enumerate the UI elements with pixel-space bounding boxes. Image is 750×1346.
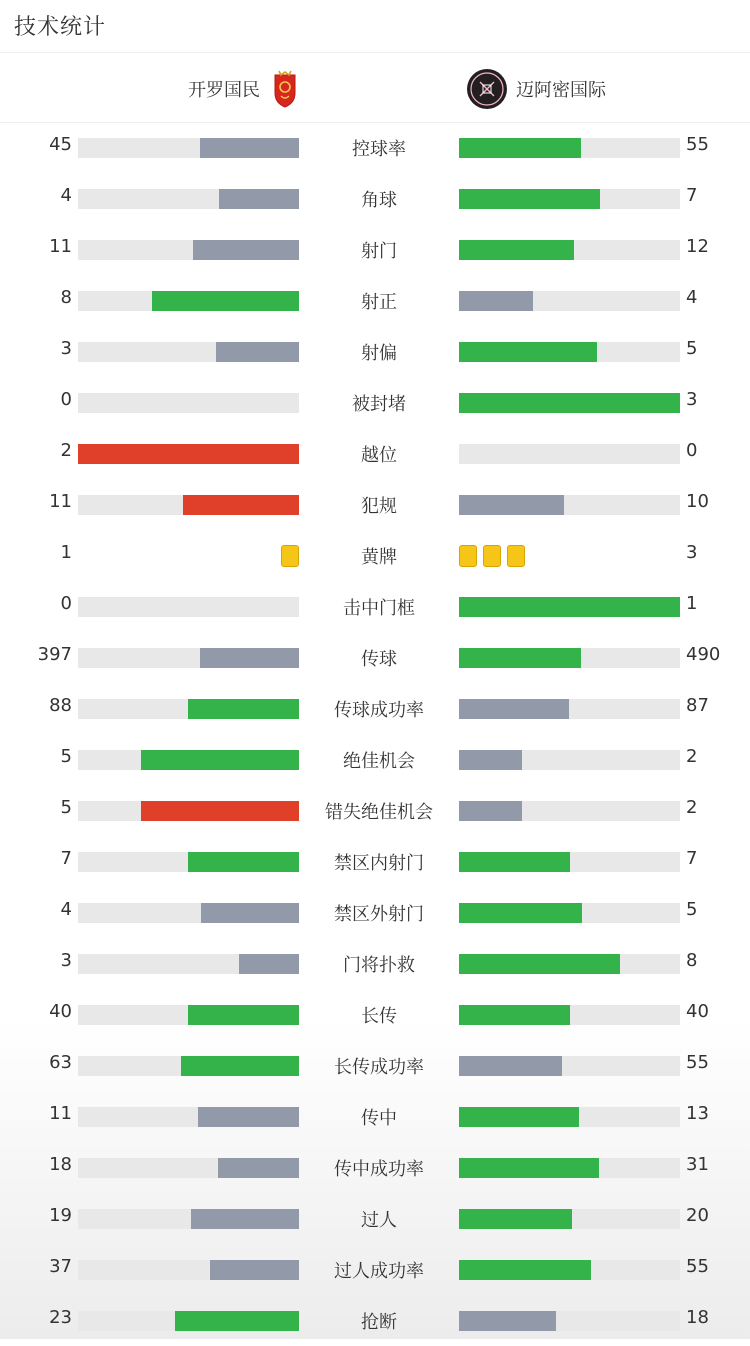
away-bar-track	[459, 648, 680, 668]
home-value: 63	[49, 1052, 72, 1073]
stat-label: 传球成功率	[334, 700, 424, 721]
home-bar-fill	[188, 852, 299, 872]
home-bar-fill	[193, 240, 299, 260]
home-value: 7	[60, 848, 72, 869]
yellow-card-icon	[483, 545, 501, 567]
away-bar-track	[459, 444, 680, 464]
stat-row	[0, 632, 750, 683]
home-bar-fill	[191, 1209, 299, 1229]
away-bar-track	[459, 495, 680, 515]
stat-label: 禁区内射门	[334, 853, 424, 874]
away-bar-fill	[459, 1209, 572, 1229]
stat-row	[0, 173, 750, 224]
home-bar-track	[78, 903, 299, 923]
home-value: 5	[60, 746, 72, 767]
home-bar-fill	[218, 1158, 299, 1178]
away-bar-fill	[459, 291, 533, 311]
away-bar-fill	[459, 699, 569, 719]
al-ahly-crest-icon	[272, 69, 298, 109]
home-value: 0	[60, 593, 72, 614]
home-value: 23	[49, 1307, 72, 1328]
home-value: 397	[37, 644, 72, 665]
away-bar-track	[459, 393, 680, 413]
away-bar-track	[459, 1056, 680, 1076]
home-value: 37	[49, 1256, 72, 1277]
home-bar-track	[78, 852, 299, 872]
away-bar-fill	[459, 495, 564, 515]
stat-label: 传中成功率	[334, 1159, 424, 1180]
away-bar-fill	[459, 648, 581, 668]
home-bar-track	[78, 393, 299, 413]
home-bar-track	[78, 1311, 299, 1331]
title-bar	[0, 0, 750, 53]
away-bar-track	[459, 138, 680, 158]
away-bar-track	[459, 1005, 680, 1025]
home-bar-fill	[201, 903, 299, 923]
stat-row	[0, 1193, 750, 1244]
stat-label: 犯规	[361, 496, 397, 517]
home-bar-fill	[210, 1260, 299, 1280]
away-bar-track	[459, 291, 680, 311]
home-bar-track	[78, 138, 299, 158]
stat-row	[0, 1091, 750, 1142]
away-bar-fill	[459, 1311, 556, 1331]
away-bar-track	[459, 699, 680, 719]
stat-label: 越位	[361, 445, 397, 466]
stat-label: 长传	[361, 1006, 397, 1027]
away-value: 13	[686, 1103, 709, 1124]
home-bar-fill	[188, 1005, 299, 1025]
away-bar-track	[459, 801, 680, 821]
home-bar-track	[78, 240, 299, 260]
home-bar-track	[78, 699, 299, 719]
away-value: 55	[686, 134, 709, 155]
away-bar-track	[459, 852, 680, 872]
home-bar-track	[78, 648, 299, 668]
away-bar-fill	[459, 750, 522, 770]
home-value: 4	[60, 185, 72, 206]
home-bar-fill	[239, 954, 299, 974]
stat-row	[0, 581, 750, 632]
home-value: 11	[49, 1103, 72, 1124]
stat-row	[0, 1295, 750, 1346]
away-bar-fill	[459, 1056, 562, 1076]
home-bar-fill	[141, 801, 299, 821]
home-bar-track	[78, 1056, 299, 1076]
away-bar-fill	[459, 138, 581, 158]
home-team[interactable]	[188, 56, 298, 122]
away-value: 7	[686, 848, 698, 869]
away-value: 55	[686, 1256, 709, 1277]
away-value: 7	[686, 185, 698, 206]
away-bar-fill	[459, 801, 522, 821]
away-value: 87	[686, 695, 709, 716]
stat-row	[0, 122, 750, 173]
home-value: 3	[60, 338, 72, 359]
away-bar-track	[459, 597, 680, 617]
stat-label: 黄牌	[361, 547, 397, 568]
away-value: 4	[686, 287, 698, 308]
stat-label: 被封堵	[352, 394, 406, 415]
home-value: 88	[49, 695, 72, 716]
home-bar-track	[78, 291, 299, 311]
away-value: 5	[686, 899, 698, 920]
home-value: 11	[49, 236, 72, 257]
home-value: 19	[49, 1205, 72, 1226]
away-bar-fill	[459, 954, 620, 974]
away-bar-fill	[459, 189, 600, 209]
away-bar-track	[459, 750, 680, 770]
stat-label: 控球率	[352, 139, 406, 160]
stat-row	[0, 326, 750, 377]
away-team[interactable]	[466, 56, 606, 122]
away-value: 40	[686, 1001, 709, 1022]
stat-label: 射正	[361, 292, 397, 313]
away-value: 8	[686, 950, 698, 971]
away-value: 3	[686, 389, 698, 410]
stat-label: 传中	[361, 1108, 397, 1129]
away-value: 1	[686, 593, 698, 614]
stat-row	[0, 683, 750, 734]
stat-row	[0, 530, 750, 581]
stat-label: 长传成功率	[334, 1057, 424, 1078]
stat-label: 射偏	[361, 343, 397, 364]
away-bar-fill	[459, 1005, 570, 1025]
stat-label: 角球	[361, 190, 397, 211]
stat-row	[0, 275, 750, 326]
home-bar-fill	[78, 444, 299, 464]
stat-row	[0, 836, 750, 887]
away-bar-fill	[459, 393, 680, 413]
away-bar-fill	[459, 240, 574, 260]
home-yellow-cards	[281, 545, 299, 567]
yellow-card-icon	[507, 545, 525, 567]
stat-label: 抢断	[361, 1312, 397, 1333]
away-value: 490	[686, 644, 721, 665]
home-bar-fill	[219, 189, 299, 209]
away-bar-track	[459, 240, 680, 260]
home-bar-track	[78, 495, 299, 515]
stats-list	[0, 122, 750, 1346]
away-value: 2	[686, 797, 698, 818]
team-header	[0, 56, 750, 123]
stat-label: 错失绝佳机会	[325, 802, 433, 823]
home-bar-track	[78, 1158, 299, 1178]
yellow-card-icon	[459, 545, 477, 567]
home-bar-fill	[181, 1056, 299, 1076]
away-value: 0	[686, 440, 698, 461]
home-bar-fill	[141, 750, 299, 770]
away-bar-track	[459, 1209, 680, 1229]
away-bar-track	[459, 1311, 680, 1331]
stat-row	[0, 734, 750, 785]
home-bar-fill	[198, 1107, 299, 1127]
away-yellow-cards	[459, 545, 525, 567]
stat-label: 传球	[361, 649, 397, 670]
away-bar-fill	[459, 1107, 579, 1127]
home-bar-track	[78, 1005, 299, 1025]
away-bar-track	[459, 954, 680, 974]
away-bar-fill	[459, 597, 680, 617]
away-value: 10	[686, 491, 709, 512]
away-value: 55	[686, 1052, 709, 1073]
home-value: 18	[49, 1154, 72, 1175]
home-bar-track	[78, 801, 299, 821]
page-title: 技术统计	[14, 15, 107, 40]
stat-label: 过人	[361, 1210, 397, 1231]
stat-row	[0, 887, 750, 938]
inter-miami-crest-icon	[466, 68, 508, 110]
stat-label: 击中门框	[343, 598, 415, 619]
stat-label: 禁区外射门	[334, 904, 424, 925]
home-bar-track	[78, 1209, 299, 1229]
away-value: 2	[686, 746, 698, 767]
away-bar-track	[459, 1260, 680, 1280]
home-value: 1	[60, 542, 72, 563]
away-bar-track	[459, 1107, 680, 1127]
home-value: 11	[49, 491, 72, 512]
home-value: 8	[60, 287, 72, 308]
home-bar-fill	[183, 495, 299, 515]
stat-row	[0, 377, 750, 428]
stat-row	[0, 428, 750, 479]
away-value: 18	[686, 1307, 709, 1328]
stat-label: 绝佳机会	[343, 751, 415, 772]
away-bar-fill	[459, 852, 570, 872]
stat-row	[0, 224, 750, 275]
home-value: 0	[60, 389, 72, 410]
home-bar-fill	[200, 648, 299, 668]
yellow-card-icon	[281, 545, 299, 567]
home-bar-track	[78, 750, 299, 770]
stat-row	[0, 785, 750, 836]
away-bar-track	[459, 1158, 680, 1178]
stat-row	[0, 989, 750, 1040]
home-bar-fill	[200, 138, 299, 158]
home-bar-track	[78, 1107, 299, 1127]
stat-label: 过人成功率	[334, 1261, 424, 1282]
stat-row	[0, 1040, 750, 1091]
home-value: 2	[60, 440, 72, 461]
home-bar-fill	[175, 1311, 299, 1331]
away-bar-fill	[459, 1260, 591, 1280]
stat-label: 门将扑救	[343, 955, 415, 976]
stat-row	[0, 479, 750, 530]
home-team-name: 开罗国民	[188, 80, 260, 101]
stat-row	[0, 1142, 750, 1193]
away-value: 12	[686, 236, 709, 257]
home-bar-track	[78, 954, 299, 974]
stat-row	[0, 938, 750, 989]
away-team-name: 迈阿密国际	[516, 80, 606, 101]
home-value: 4	[60, 899, 72, 920]
away-bar-track	[459, 189, 680, 209]
away-bar-track	[459, 342, 680, 362]
away-value: 3	[686, 542, 698, 563]
away-value: 31	[686, 1154, 709, 1175]
home-bar-track	[78, 342, 299, 362]
stat-label: 射门	[361, 241, 397, 262]
away-bar-fill	[459, 1158, 599, 1178]
away-value: 20	[686, 1205, 709, 1226]
home-bar-track	[78, 444, 299, 464]
home-bar-track	[78, 597, 299, 617]
home-bar-fill	[188, 699, 299, 719]
home-bar-track	[78, 189, 299, 209]
home-value: 40	[49, 1001, 72, 1022]
stat-row	[0, 1244, 750, 1295]
away-value: 5	[686, 338, 698, 359]
home-value: 45	[49, 134, 72, 155]
away-bar-fill	[459, 903, 582, 923]
home-bar-fill	[152, 291, 299, 311]
home-bar-fill	[216, 342, 299, 362]
home-bar-track	[78, 1260, 299, 1280]
away-bar-track	[459, 903, 680, 923]
away-bar-fill	[459, 342, 597, 362]
home-value: 3	[60, 950, 72, 971]
home-value: 5	[60, 797, 72, 818]
